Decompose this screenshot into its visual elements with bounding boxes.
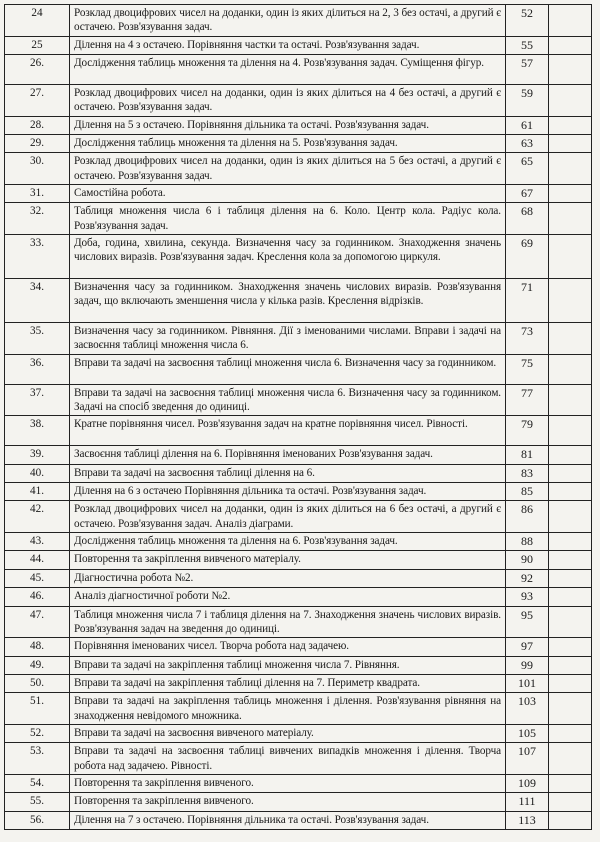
lesson-topic: Порівняння іменованих чисел. Творча робота над задачею. — [70, 638, 506, 656]
empty-cell — [549, 354, 592, 384]
lesson-number: 37. — [5, 384, 70, 416]
lesson-number: 25 — [5, 36, 70, 54]
lesson-row — [5, 533, 592, 551]
lesson-number: 53. — [5, 743, 70, 775]
lesson-topic: Вправи та задачі на засвоєння вивченого матеріалу. — [70, 724, 506, 742]
lesson-page-number: 57 — [506, 55, 549, 85]
lesson-row — [5, 153, 592, 185]
lesson-number: 36. — [5, 354, 70, 384]
lesson-number: 49. — [5, 656, 70, 674]
lesson-number: 31. — [5, 185, 70, 203]
lesson-row — [5, 55, 592, 85]
lesson-number: 40. — [5, 464, 70, 482]
lesson-page-number: 81 — [506, 446, 549, 464]
lesson-page-number: 111 — [506, 793, 549, 811]
lesson-page-number: 69 — [506, 235, 549, 279]
lesson-page-number: 95 — [506, 606, 549, 638]
empty-cell — [549, 774, 592, 792]
lesson-topic: Розклад двоцифрових чисел на доданки, один із яких ділиться на 5 без остачі, а другий є остачею. Розв'язування задач. — [70, 153, 506, 185]
empty-cell — [549, 606, 592, 638]
lesson-page-number: 67 — [506, 185, 549, 203]
empty-cell — [549, 5, 592, 37]
empty-cell — [549, 153, 592, 185]
lesson-page-number: 75 — [506, 354, 549, 384]
lesson-number: 32. — [5, 203, 70, 235]
lesson-page-number: 92 — [506, 569, 549, 587]
empty-cell — [549, 483, 592, 501]
lesson-page-number: 61 — [506, 116, 549, 134]
lesson-topic: Таблиця множення числа 6 і таблиця ділення на 6. Коло. Центр кола. Радіус кола. Розв'язування задач. — [70, 203, 506, 235]
lesson-page-number: 86 — [506, 501, 549, 533]
lesson-row — [5, 85, 592, 117]
empty-cell — [549, 533, 592, 551]
lesson-page-number: 63 — [506, 135, 549, 153]
empty-cell — [549, 85, 592, 117]
lesson-number: 26. — [5, 55, 70, 85]
lesson-row — [5, 203, 592, 235]
lesson-number: 29. — [5, 135, 70, 153]
lesson-topic: Вправи та задачі на засвоєння таблиці множення числа 6. Визначення часу за годинником. — [70, 354, 506, 384]
lesson-topic: Таблиця множення числа 7 і таблиця ділення на 7. Знаходження значень числових виразів. Розв'язування задач на зведення до одиниці. — [70, 606, 506, 638]
lesson-row — [5, 811, 592, 829]
empty-cell — [549, 384, 592, 416]
lesson-number: 41. — [5, 483, 70, 501]
empty-cell — [549, 446, 592, 464]
lesson-page-number: 109 — [506, 774, 549, 792]
lesson-topic: Ділення на 5 з остачею. Порівняння дільника та остачі. Розв'язування задач. — [70, 116, 506, 134]
lesson-row — [5, 693, 592, 725]
lesson-page-number: 85 — [506, 483, 549, 501]
lesson-topic: Ділення на 4 з остачею. Порівняння частки та остачі. Розв'язування задач. — [70, 36, 506, 54]
lesson-row — [5, 656, 592, 674]
lesson-number: 56. — [5, 811, 70, 829]
lesson-page-number: 113 — [506, 811, 549, 829]
lesson-page-number: 99 — [506, 656, 549, 674]
lesson-topic: Діагностична робота №2. — [70, 569, 506, 587]
lesson-topic: Повторення та закріплення вивченого матеріалу. — [70, 551, 506, 569]
lesson-page-number: 88 — [506, 533, 549, 551]
lesson-topic: Визначення часу за годинником. Знаходження значень числових виразів. Розв'язування задач, що включають зменшення числа у кілька разів. Креслення відрізків. — [70, 279, 506, 323]
lesson-number: 51. — [5, 693, 70, 725]
lesson-topic: Розклад двоцифрових чисел на доданки, один із яких ділиться на 6 без остачі, а другий є остачею. Розв'язування задач. Аналіз діаграми. — [70, 501, 506, 533]
lesson-row — [5, 674, 592, 692]
lesson-topic: Засвоєння таблиці ділення на 6. Порівняння іменованих Розв'язування задач. — [70, 446, 506, 464]
lesson-page-number: 107 — [506, 743, 549, 775]
lesson-page-number: 83 — [506, 464, 549, 482]
lesson-page-number: 105 — [506, 724, 549, 742]
empty-cell — [549, 638, 592, 656]
empty-cell — [549, 811, 592, 829]
lesson-row — [5, 446, 592, 464]
empty-cell — [549, 135, 592, 153]
lesson-row — [5, 793, 592, 811]
lesson-row — [5, 606, 592, 638]
lesson-page-number: 68 — [506, 203, 549, 235]
empty-cell — [549, 464, 592, 482]
lesson-page-number: 59 — [506, 85, 549, 117]
lesson-topic: Аналіз діагностичної роботи №2. — [70, 588, 506, 606]
empty-cell — [549, 235, 592, 279]
lesson-page-number: 52 — [506, 5, 549, 37]
lesson-number: 54. — [5, 774, 70, 792]
lesson-row — [5, 464, 592, 482]
lesson-row — [5, 638, 592, 656]
lesson-page-number: 93 — [506, 588, 549, 606]
lessons-table — [4, 4, 592, 830]
empty-cell — [549, 693, 592, 725]
lesson-row — [5, 135, 592, 153]
lesson-topic: Дослідження таблиць множення та ділення на 5. Розв'язування задач. — [70, 135, 506, 153]
lesson-row — [5, 743, 592, 775]
lesson-number: 27. — [5, 85, 70, 117]
empty-cell — [549, 203, 592, 235]
lesson-page-number: 71 — [506, 279, 549, 323]
lesson-number: 47. — [5, 606, 70, 638]
lesson-number: 28. — [5, 116, 70, 134]
empty-cell — [549, 323, 592, 355]
lesson-topic: Розклад двоцифрових чисел на доданки, один із яких ділиться на 4 без остачі, а другий є остачею. Розв'язування задач. — [70, 85, 506, 117]
lesson-number: 43. — [5, 533, 70, 551]
lessons-table-body — [5, 5, 592, 830]
lesson-topic: Вправи та задачі на засвоєння таблиці множення числа 6. Визначення часу за годинником. Задачі на спосіб зведення до одиниці. — [70, 384, 506, 416]
lesson-page-number: 73 — [506, 323, 549, 355]
lesson-topic: Кратне порівняння чисел. Розв'язування задач на кратне порівняння чисел. Рівності. — [70, 416, 506, 446]
lesson-number: 55. — [5, 793, 70, 811]
lesson-page-number: 97 — [506, 638, 549, 656]
lesson-page-number: 90 — [506, 551, 549, 569]
lesson-page-number: 55 — [506, 36, 549, 54]
lesson-row — [5, 354, 592, 384]
empty-cell — [549, 724, 592, 742]
empty-cell — [549, 743, 592, 775]
lesson-topic: Вправи та задачі на закріплення таблиці множення числа 7. Рівняння. — [70, 656, 506, 674]
lesson-row — [5, 774, 592, 792]
lesson-topic: Ділення на 6 з остачею Порівняння дільника та остачі. Розв'язування задач. — [70, 483, 506, 501]
empty-cell — [549, 185, 592, 203]
lesson-page-number: 103 — [506, 693, 549, 725]
lesson-row — [5, 588, 592, 606]
empty-cell — [549, 416, 592, 446]
lesson-topic: Ділення на 7 з остачею. Порівняння дільника та остачі. Розв'язування задач. — [70, 811, 506, 829]
lesson-number: 34. — [5, 279, 70, 323]
lesson-topic: Вправи та задачі на засвоєння таблиці ділення на 6. — [70, 464, 506, 482]
lesson-page-number: 77 — [506, 384, 549, 416]
lesson-row — [5, 279, 592, 323]
lesson-page-number: 65 — [506, 153, 549, 185]
lesson-topic: Дослідження таблиць множення та ділення на 6. Розв'язування задач. — [70, 533, 506, 551]
lesson-row — [5, 501, 592, 533]
lesson-number: 35. — [5, 323, 70, 355]
lesson-topic: Дослідження таблиць множення та ділення на 4. Розв'язування задач. Суміщення фігур. — [70, 55, 506, 85]
lesson-number: 52. — [5, 724, 70, 742]
lesson-row — [5, 36, 592, 54]
lesson-topic: Доба, година, хвилина, секунда. Визначення часу за годинником. Знаходження значень числових виразів. Розв'язування задач. Креслення кола за допомогою циркуля. — [70, 235, 506, 279]
lesson-number: 50. — [5, 674, 70, 692]
empty-cell — [549, 793, 592, 811]
lesson-row — [5, 483, 592, 501]
lesson-number: 39. — [5, 446, 70, 464]
lesson-row — [5, 323, 592, 355]
empty-cell — [549, 279, 592, 323]
lesson-number: 42. — [5, 501, 70, 533]
lesson-number: 46. — [5, 588, 70, 606]
lesson-row — [5, 185, 592, 203]
lesson-topic: Вправи та задачі на закріплення таблиць множення і ділення. Розв'язування рівняння на знаходження невідомого множника. — [70, 693, 506, 725]
lesson-row — [5, 235, 592, 279]
empty-cell — [549, 55, 592, 85]
empty-cell — [549, 656, 592, 674]
lesson-row — [5, 724, 592, 742]
lesson-topic: Визначення часу за годинником. Рівняння. Дії з іменованими числами. Вправи і задачі на засвоєння таблиці множення числа 6. — [70, 323, 506, 355]
empty-cell — [549, 569, 592, 587]
lesson-row — [5, 416, 592, 446]
lesson-page-number: 101 — [506, 674, 549, 692]
empty-cell — [549, 116, 592, 134]
lesson-number: 24 — [5, 5, 70, 37]
lesson-topic: Повторення та закріплення вивченого. — [70, 774, 506, 792]
lesson-topic: Повторення та закріплення вивченого. — [70, 793, 506, 811]
lesson-number: 44. — [5, 551, 70, 569]
lesson-row — [5, 551, 592, 569]
lesson-row — [5, 116, 592, 134]
lesson-topic: Вправи та задачі на засвоєння таблиці вивчених випадків множення і ділення. Творча робота над задачею. Рівності. — [70, 743, 506, 775]
lesson-row — [5, 384, 592, 416]
lesson-number: 33. — [5, 235, 70, 279]
empty-cell — [549, 501, 592, 533]
empty-cell — [549, 551, 592, 569]
lesson-topic: Розклад двоцифрових чисел на доданки, один із яких ділиться на 2, 3 без остачі, а другий є остачею. Розв'язування задач. — [70, 5, 506, 37]
lesson-number: 38. — [5, 416, 70, 446]
lesson-number: 48. — [5, 638, 70, 656]
lesson-row — [5, 569, 592, 587]
empty-cell — [549, 674, 592, 692]
empty-cell — [549, 36, 592, 54]
lesson-number: 30. — [5, 153, 70, 185]
lesson-number: 45. — [5, 569, 70, 587]
empty-cell — [549, 588, 592, 606]
lesson-row — [5, 5, 592, 37]
lesson-topic: Вправи та задачі на закріплення таблиці ділення на 7. Периметр квадрата. — [70, 674, 506, 692]
lesson-topic: Самостійна робота. — [70, 185, 506, 203]
lesson-page-number: 79 — [506, 416, 549, 446]
